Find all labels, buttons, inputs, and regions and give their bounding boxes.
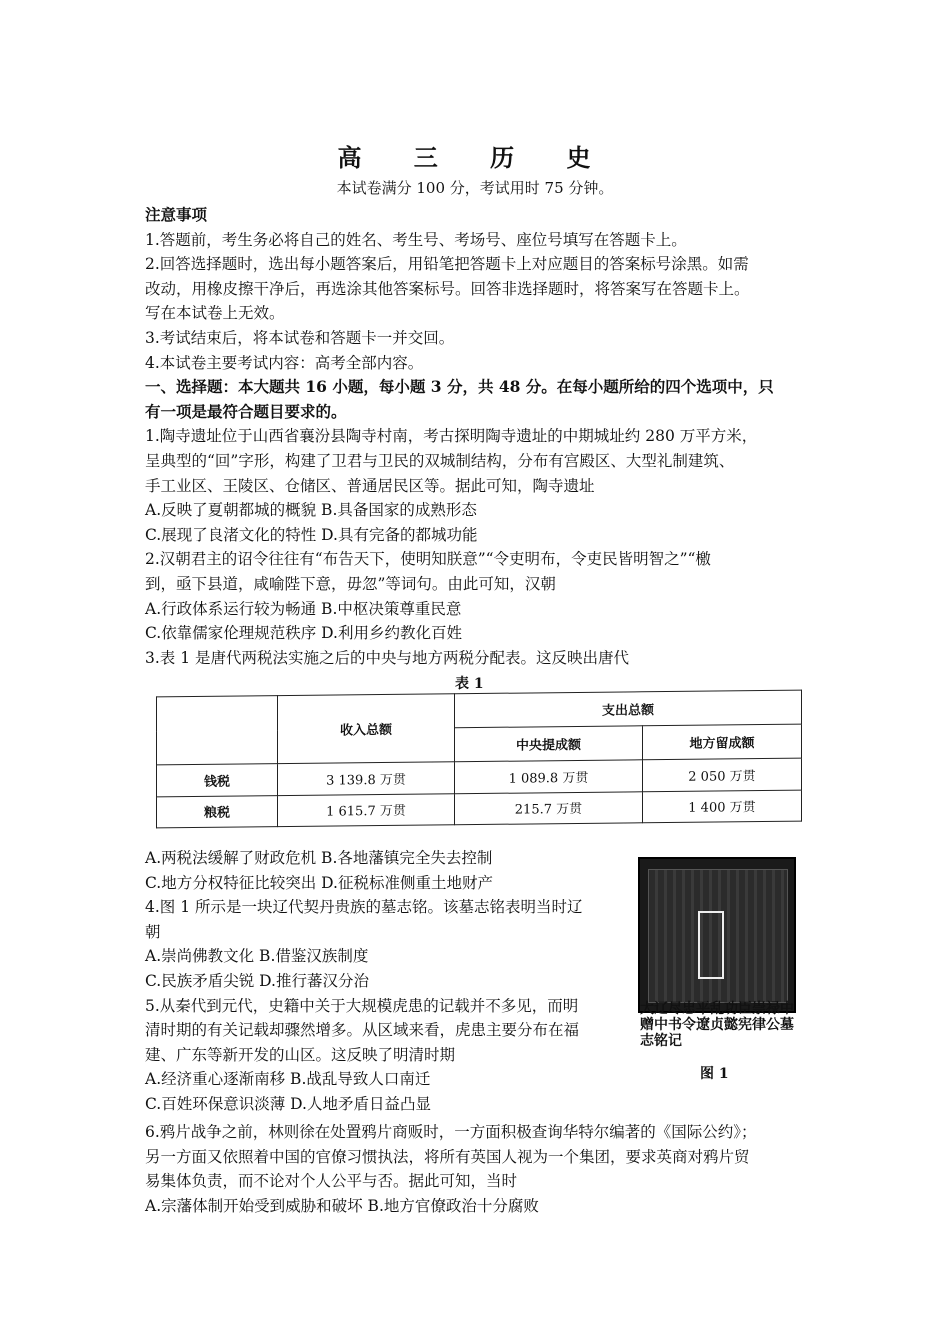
question-6-options: A.宗藩体制开始受到威胁和破坏 B.地方官僚政治十分腐败	[145, 1196, 539, 1215]
table-header-local: 地方留成额	[642, 724, 801, 760]
table-header-expense: 支出总额	[455, 690, 802, 728]
question-4-options: C.民族矛盾尖锐 D.推行蕃汉分治	[145, 971, 369, 990]
question-3-options: A.两税法缓解了财政危机 B.各地藩镇完全失去控制	[145, 849, 493, 867]
question-6-stem: 6.鸦片战争之前，林则徐在处置鸦片商贩时，一方面积极查询华特尔编著的《国际公约》；	[145, 1123, 757, 1141]
question-2-stem: 到，亟下县道，咸喻陛下意，毋忽”等词句。由此可知，汉朝	[145, 574, 556, 593]
table-corner	[157, 696, 278, 765]
question-4-stem: 朝	[145, 922, 161, 941]
epitaph-image	[638, 857, 796, 1013]
notice-item: 改动，用橡皮擦干净后，再选涂其他答案标号。回答非选择题时，将答案写在答题卡上。	[145, 279, 750, 298]
table-cell: 粮税	[157, 795, 278, 828]
notice-item: 4.本试卷主要考试内容：高考全部内容。	[145, 353, 424, 372]
question-3-stem: 3.表 1 是唐代两税法实施之后的中央与地方两税分配表。这反映出唐代	[145, 648, 630, 667]
question-5-options: A.经济重心逐渐南移 B.战乱导致人口南迁	[145, 1070, 431, 1089]
question-5-stem: 清时期的有关记载却骤然增多。从区域来看，虎患主要分布在福	[145, 1021, 580, 1040]
table-cell: 215.7 万贯	[455, 791, 643, 824]
notice-item: 2.回答选择题时，选出每小题答案后，用铅笔把答题卡上对应题目的答案标号涂黑。如需	[145, 255, 749, 274]
section-heading: 有一项是最符合题目要求的。	[145, 401, 347, 421]
epitaph-highlight-box	[698, 911, 724, 979]
question-5-stem: 5.从秦代到元代，史籍中关于大规模虎患的记载并不多见，而明	[145, 996, 579, 1015]
question-1-options: A.反映了夏朝都城的概貌 B.具备国家的成熟形态	[145, 501, 477, 520]
notice-item: 3.考试结束后，将本试卷和答题卡一并交回。	[145, 328, 455, 347]
notice-heading: 注意事项	[145, 205, 208, 224]
table-cell: 2 050 万贯	[642, 758, 801, 791]
question-4-stem: 4.图 1 所示是一块辽代契丹贵族的墓志铭。该墓志铭表明当时辽	[145, 898, 583, 917]
question-1-options: C.展现了良渚文化的特性 D.具有完备的都城功能	[145, 525, 478, 544]
figure-label: 图 1	[700, 1066, 729, 1082]
tax-table	[156, 693, 802, 825]
question-3-options: C.地方分权特征比较突出 D.征税标准侧重土地财产	[145, 873, 493, 892]
question-4-options: A.崇尚佛教文化 B.借鉴汉族制度	[145, 947, 369, 966]
page-title: 高 三 历 史	[337, 143, 613, 172]
question-6-stem: 另一方面又依照着中国的官僚习惯执法，将所有英国人视为一个集团，要求英商对鸦片贸	[145, 1147, 750, 1166]
question-1-stem: 呈典型的“回”字形，构建了卫君与卫民的双城制结构，分布有宫殿区、大型礼制建筑、	[145, 451, 735, 470]
question-6-stem: 易集体负责，而不论对个人公平与否。据此可知，当时	[145, 1172, 518, 1191]
exam-body-top	[145, 203, 805, 670]
table-cell: 钱税	[157, 764, 278, 797]
question-5-options: C.百姓环保意识淡薄 D.人地矛盾日益凸显	[145, 1094, 431, 1113]
exam-info: 本试卷满分 100 分，考试用时 75 分钟。	[336, 179, 614, 197]
question-1-stem: 手工业区、王陵区、仓储区、普通居民区等。据此可知，陶寺遗址	[145, 476, 595, 495]
exam-body-bottom	[145, 1120, 805, 1218]
table-row	[157, 790, 802, 828]
section-heading: 一、选择题：本大题共 16 小题，每小题 3 分，共 48 分。在每小题所给的四个选项中，只	[145, 377, 774, 397]
table-cell: 1 400 万贯	[642, 790, 801, 823]
table-caption: 表 1	[455, 676, 484, 692]
exam-body-middle	[145, 846, 625, 1117]
question-1-stem: 1.陶寺遗址位于山西省襄汾县陶寺村南，考古探明陶寺遗址的中期城址约 280 万平方米，	[145, 427, 758, 446]
table-cell: 1 089.8 万贯	[455, 760, 643, 793]
notice-item: 1.答题前，考生务必将自己的姓名、考生号、考场号、座位号填写在答题卡上。	[145, 230, 687, 249]
question-5-stem: 建、广东等新开发的山区。这反映了明清时期	[145, 1045, 456, 1064]
question-2-options: A.行政体系运行较为畅通 B.中枢决策尊重民意	[145, 599, 462, 618]
question-2-options: C.依靠儒家伦理规范秩序 D.利用乡约教化百姓	[145, 624, 462, 643]
notice-item: 写在本试卷上无效。	[145, 304, 285, 323]
table-header-central: 中央提成额	[455, 726, 643, 762]
table-cell: 1 615.7 万贯	[278, 793, 455, 826]
figure-caption: 大辽尽忠平乱功臣崇禄中赠中书令遼贞懿宪律公墓志铭记	[640, 1001, 794, 1049]
question-2-stem: 2.汉朝君主的诏令往往有“布告天下，使明知朕意”“令吏明布，令吏民皆明智之”“檄	[145, 550, 711, 569]
table-cell: 3 139.8 万贯	[278, 762, 455, 795]
table-header-income: 收入总额	[278, 694, 455, 764]
